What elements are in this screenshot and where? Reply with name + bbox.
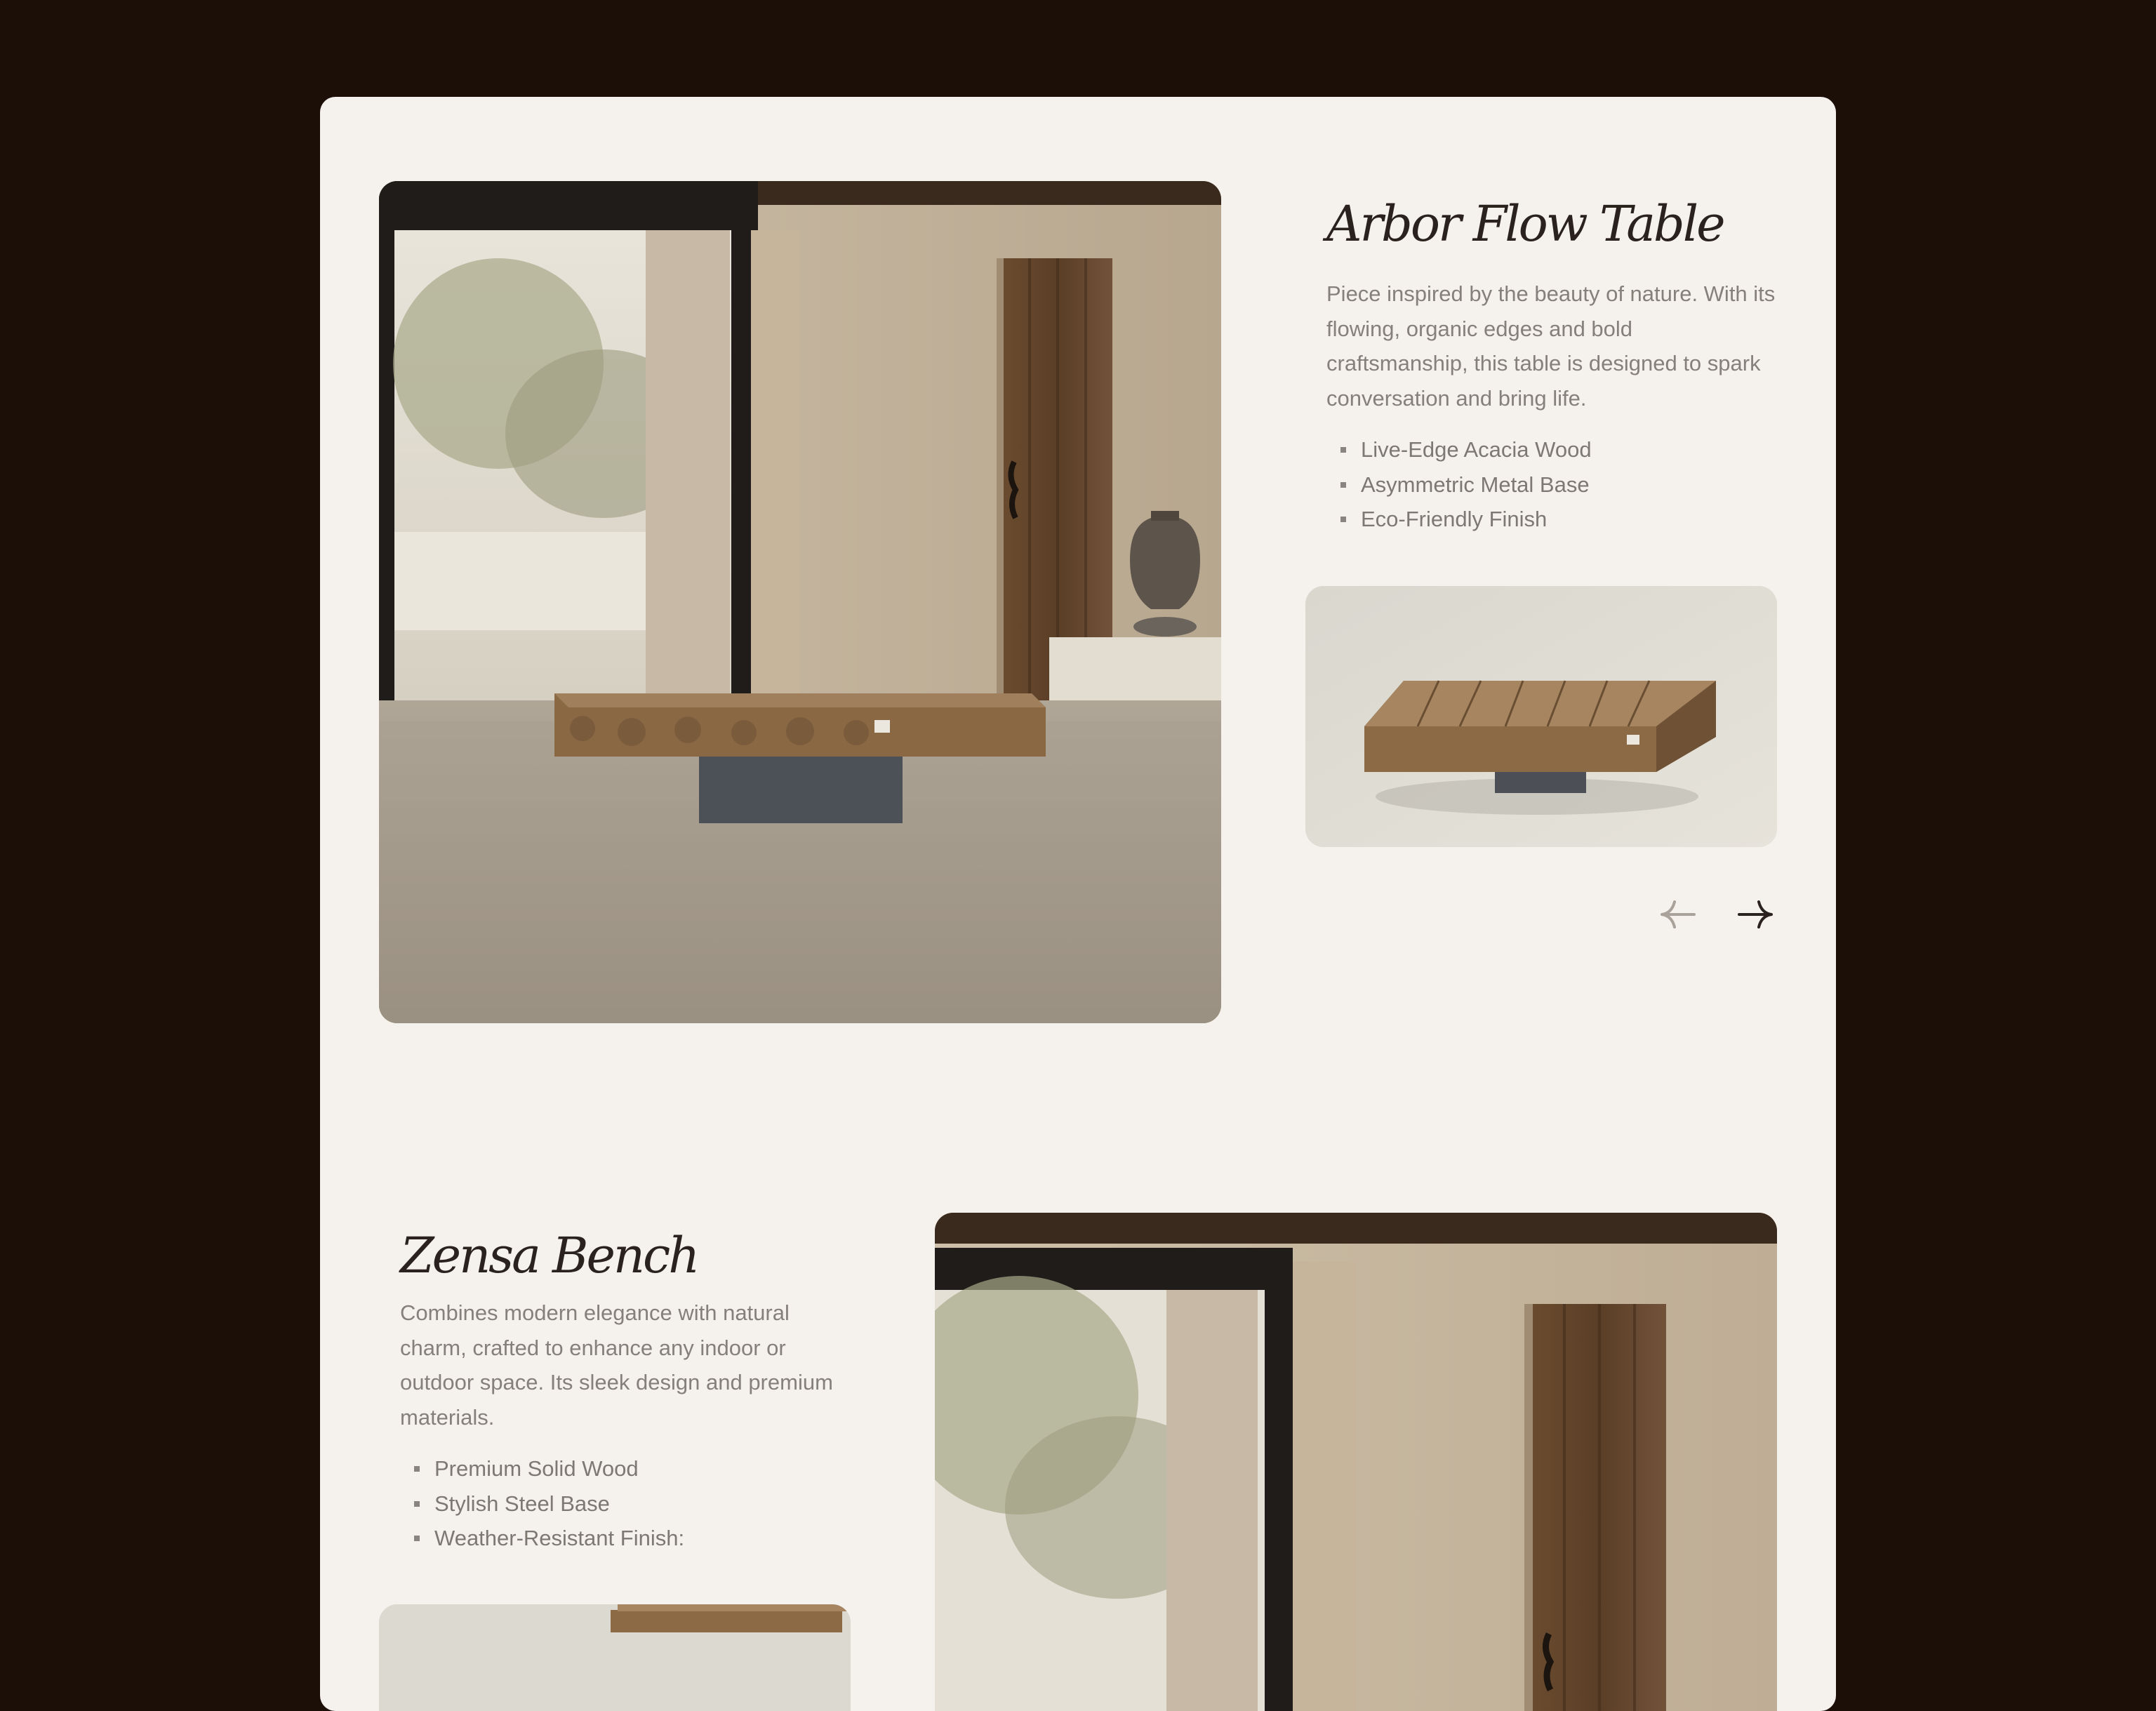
- feature-item: Stylish Steel Base: [400, 1486, 684, 1522]
- feature-item: Asymmetric Metal Base: [1326, 467, 1592, 502]
- feature-item: Premium Solid Wood: [400, 1451, 684, 1486]
- product-card: [320, 97, 1836, 1711]
- zensa-bench-thumbnail[interactable]: [379, 1604, 851, 1711]
- arrow-right-icon: [1731, 890, 1780, 939]
- arrow-left-icon: [1653, 890, 1703, 939]
- zensa-bench-hero-image: [935, 1213, 1777, 1711]
- product-title: Arbor Flow Table: [1326, 195, 1724, 253]
- arbor-flow-table-hero-image: [379, 181, 1221, 1023]
- feature-item: Live-Edge Acacia Wood: [1326, 432, 1592, 467]
- previous-button[interactable]: [1653, 890, 1703, 939]
- product-description: Combines modern elegance with natural charm, crafted to enhance any indoor or outdoor space. Its sleek design and premium materials.: [400, 1300, 833, 1430]
- next-button[interactable]: [1731, 890, 1780, 939]
- arbor-flow-table-thumbnail[interactable]: [1305, 586, 1777, 847]
- feature-item: Eco-Friendly Finish: [1326, 502, 1592, 537]
- feature-item: Weather-Resistant Finish:: [400, 1521, 684, 1556]
- product-title: Zensa Bench: [400, 1227, 698, 1284]
- feature-list: [400, 1451, 684, 1556]
- feature-list: [1326, 432, 1592, 537]
- product-description: Piece inspired by the beauty of nature. With its flowing, organic edges and bold craftsmanship, this table is designed to spark conversation and bring life.: [1326, 281, 1776, 411]
